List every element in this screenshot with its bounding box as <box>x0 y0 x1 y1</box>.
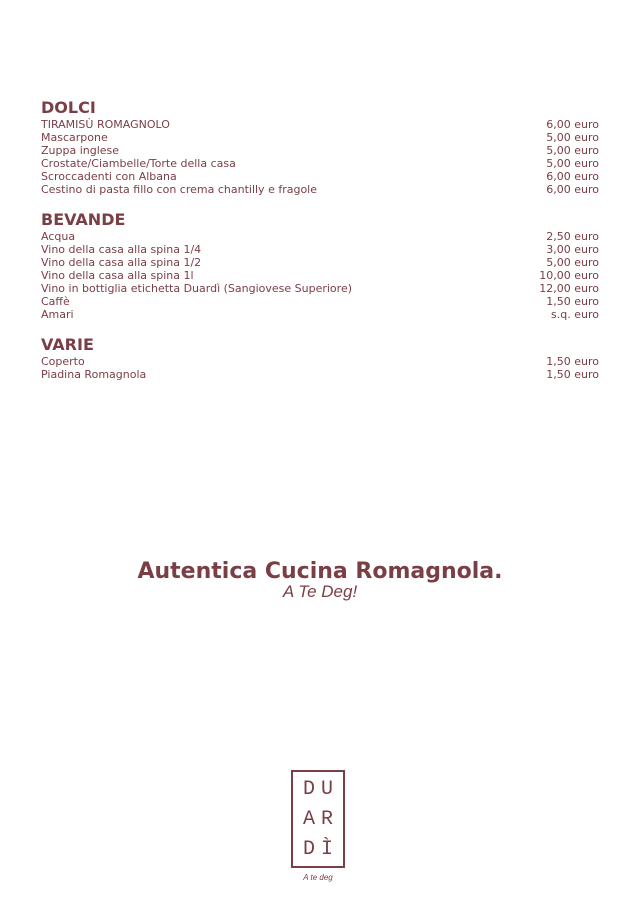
item-price: 6,00 euro <box>546 118 599 131</box>
subline: A Te Deg! <box>282 582 358 601</box>
item-name: Vino in bottiglia etichetta Duardì (Sangiovese Superiore) <box>41 282 353 295</box>
item-price: 6,00 euro <box>546 183 599 196</box>
logo-line: DU <box>302 778 339 801</box>
menu-item <box>41 118 599 131</box>
logo-subtitle: A te deg <box>303 873 333 882</box>
menu-item <box>41 368 599 381</box>
item-name: Amari <box>41 308 74 321</box>
item-price: 2,50 euro <box>546 230 599 243</box>
item-price: s.q. euro <box>551 308 599 321</box>
item-price: 5,00 euro <box>546 144 599 157</box>
item-name: Coperto <box>41 355 85 368</box>
menu-section-dolci <box>41 98 599 196</box>
item-name: Zuppa inglese <box>41 144 120 157</box>
section-title: VARIE <box>41 335 94 354</box>
item-price: 1,50 euro <box>546 355 599 368</box>
section-title: DOLCI <box>41 98 96 117</box>
section-title: BEVANDE <box>41 210 126 229</box>
item-name: Piadina Romagnola <box>41 368 147 381</box>
menu-section-varie <box>41 335 599 381</box>
item-name: Mascarpone <box>41 131 108 144</box>
menu-item <box>41 170 599 183</box>
tagline: Autentica Cucina Romagnola. <box>137 559 503 584</box>
item-price: 5,00 euro <box>546 157 599 170</box>
item-price: 1,50 euro <box>546 295 599 308</box>
item-price: 1,50 euro <box>546 368 599 381</box>
item-price: 5,00 euro <box>546 131 599 144</box>
menu-item <box>41 230 599 243</box>
menu-section-bevande <box>41 210 599 321</box>
menu-item <box>41 355 599 368</box>
item-name: Vino della casa alla spina 1l <box>41 269 194 282</box>
item-price: 6,00 euro <box>546 170 599 183</box>
menu-item <box>41 131 599 144</box>
menu <box>41 98 599 395</box>
item-name: Crostate/Ciambelle/Torte della casa <box>41 157 236 170</box>
menu-item <box>41 183 599 196</box>
logo-line: AR <box>302 808 339 831</box>
menu-item <box>41 157 599 170</box>
duardi-logo <box>291 770 345 868</box>
item-name: Acqua <box>41 230 76 243</box>
item-name: Cestino di pasta fillo con crema chantilly e fragole <box>41 183 318 196</box>
item-price: 3,00 euro <box>546 243 599 256</box>
item-name: Scroccadenti con Albana <box>41 170 177 183</box>
menu-item <box>41 256 599 269</box>
item-name: Vino della casa alla spina 1/4 <box>41 243 202 256</box>
item-name: Caffè <box>41 295 70 308</box>
item-name: Vino della casa alla spina 1/2 <box>41 256 202 269</box>
item-price: 10,00 euro <box>539 269 599 282</box>
menu-item <box>41 308 599 321</box>
item-name: TIRAMISÙ ROMAGNOLO <box>41 118 170 131</box>
menu-item <box>41 243 599 256</box>
item-price: 5,00 euro <box>546 256 599 269</box>
menu-item <box>41 282 599 295</box>
item-price: 12,00 euro <box>539 282 599 295</box>
menu-item <box>41 295 599 308</box>
menu-item <box>41 144 599 157</box>
logo-line: DÌ <box>302 838 339 861</box>
menu-item <box>41 269 599 282</box>
